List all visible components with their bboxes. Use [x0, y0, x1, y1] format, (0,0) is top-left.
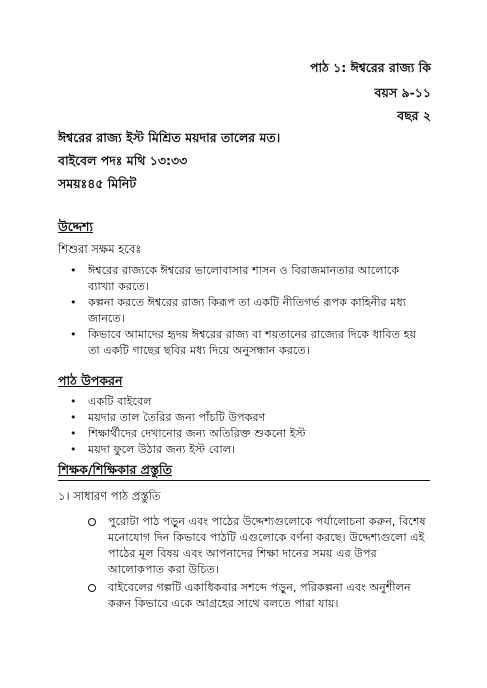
objective-text: ঈশ্বরের রাজ্যকে ঈশ্বরের ভালোবাসার শাসন ও বিরাজমানতার আলোকে ব্যাখ্যা করতে।: [88, 264, 400, 293]
list-item: [58, 442, 428, 458]
objective-text: কল্পনা করতে ঈশ্বরের রাজ্য কিরূপ তা একটি নীতিগর্ভ রূপক কাহিনীর মধ্য জানতে।: [88, 296, 406, 325]
preparation-list: [88, 514, 434, 614]
material-text: একটি বাইবেল: [88, 395, 152, 408]
bullet-icon: •: [70, 427, 77, 440]
objective-text: কিভাবে আমাদের হৃদয় ঈশ্বরের রাজ্য বা শয়তানের রাজ্যের দিকে ধাবিত হয় তা একটি গাছের ছবির মধ্য দিয়ে অনুসন্ধান করতে।: [88, 328, 417, 357]
list-item: [58, 295, 428, 327]
bullet-icon: •: [70, 264, 77, 277]
list-item: [88, 514, 434, 578]
material-text: ময়দার তাল তৈরির জন্য পাঁচটি উপকরণ: [88, 411, 266, 424]
bullet-icon: •: [70, 443, 77, 456]
lesson-title: পাঠ ১: ঈশ্বরের রাজ্য কি: [309, 60, 431, 75]
list-item: [88, 580, 434, 612]
list-item: [58, 410, 428, 426]
list-item: [58, 426, 428, 442]
preparation-heading: শিক্ষক/শিক্ষিকার প্রস্তুতি: [58, 462, 172, 477]
bullet-icon: •: [70, 296, 77, 309]
lesson-theme: ঈশ্বরের রাজ্য ইস্ট মিশ্রিত ময়দার তালের মত।: [58, 130, 281, 145]
objectives-lead: শিশুরা সক্ষম হবেঃ: [58, 242, 142, 256]
bullet-icon: •: [70, 395, 77, 408]
section-divider: [58, 480, 430, 481]
objectives-list: [58, 263, 428, 359]
materials-list: [58, 394, 428, 458]
list-item: [58, 263, 428, 295]
list-item: [58, 394, 428, 410]
circle-bullet-icon: [88, 518, 96, 526]
preparation-subheading: ১। সাধারণ পাঠ প্রস্তুতি: [58, 489, 161, 503]
course-year: বছর ২: [397, 108, 431, 123]
bible-passage: বাইবেল পদঃ মথি ১৩:৩৩: [58, 153, 188, 168]
age-range: বয়স ৯-১১: [374, 85, 431, 100]
list-item: [58, 327, 428, 359]
circle-bullet-icon: [88, 584, 96, 592]
lesson-duration: সময়ঃ৪৫ মিনিট: [58, 176, 137, 191]
bullet-icon: •: [70, 411, 77, 424]
bullet-icon: •: [70, 328, 77, 341]
materials-heading: পাঠ উপকরন: [58, 373, 123, 388]
material-text: শিক্ষার্থীদের দেখানোর জন্য অতিরিক্ত শুকনো ইস্ট: [88, 427, 306, 440]
preparation-text: পুরোটা পাঠ পড়ুন এবং পাঠের উদ্দেশ্যগুলোকে পর্যালোচনা করুন, বিশেষ মনোযোগ দিন কিভাবে পাঠটি এগুলোকে বর্ণনা করছে। উদ্দেশ্যগুলো এই পাঠের মূল বিষয় এবং আপনাদের শিক্ষা দানের সময় এর উপর আলোকপাত করা উচিত।: [108, 515, 426, 576]
objectives-heading: উদ্দেশ্য: [58, 219, 94, 234]
preparation-text: বাইবেলের গল্পটি একাধিকবার সশব্দে পড়ুন, পরিকল্পনা এবং অনুশীলন করুন কিভাবে একে আগ্রহের সাথে বলতে পারা যায়।: [108, 581, 411, 610]
material-text: ময়দা ফুলে উঠার জন্য ইস্ট বোল।: [88, 443, 236, 456]
